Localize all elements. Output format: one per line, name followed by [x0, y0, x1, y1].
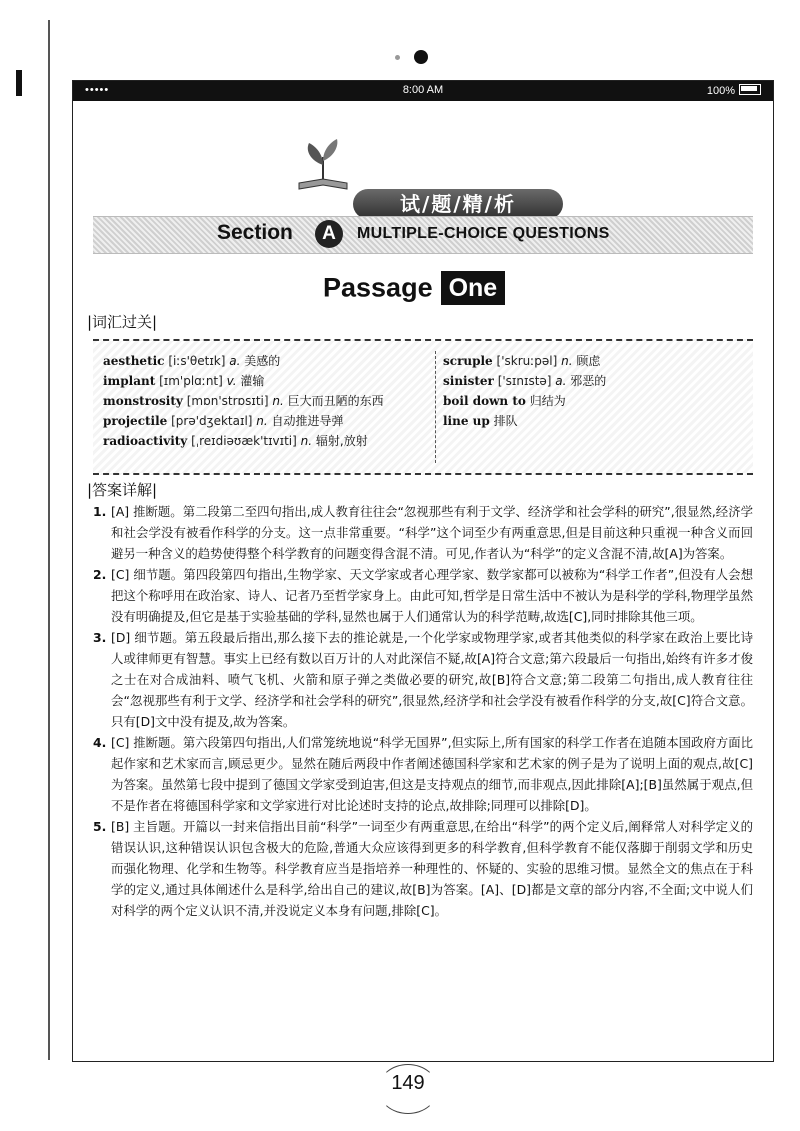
passage-title — [323, 271, 505, 311]
battery-status — [707, 84, 761, 97]
answer-item — [93, 627, 753, 732]
answer-number: 4. — [93, 735, 107, 750]
vocab-column-left — [103, 351, 423, 451]
answer-number: 1. — [93, 504, 107, 519]
vocab-meaning: 美感的 — [244, 354, 281, 368]
vocab-column-right — [443, 351, 743, 431]
section-letter-badge: A — [315, 220, 343, 248]
vocab-item — [103, 371, 423, 391]
vocab-word: scruple — [443, 354, 493, 368]
vocab-item — [103, 391, 423, 411]
vocab-word: radioactivity — [103, 434, 188, 448]
binding-mark — [16, 70, 22, 96]
vocab-item — [103, 411, 423, 431]
vocab-divider — [435, 351, 436, 463]
answer-text: [B] 主旨题。开篇以一封来信指出目前“科学”一词至少有两重意思,在给出“科学”的两个定义后,阐释常人对科学定义的错误认识,这种错误认识包含极大的危险,普通大众应该得到更多的科学教育,但科学教育不能仅落脚于削弱文学和历史而强化物理、化学和生物等。科学教育应当是指培养一种理性的、怀疑的、实验的思维习惯。显然全文的焦点在于科学的定义,通过具体阐述什么是科学,给出自己的建议,故[B]为答案。[A]、[D]都是文章的部分内容,不全面;文中说人们对科学的两个定义认识不清,并没说定义本身有问题,排除[C]。 — [111, 819, 753, 918]
vocab-meaning: 排队 — [493, 414, 518, 428]
vocab-phonetic: [ɪm'plɑːnt] — [159, 374, 223, 388]
camera-icon — [414, 50, 428, 64]
vocab-meaning: 顾虑 — [576, 354, 601, 368]
status-bar — [73, 81, 773, 101]
status-time: 8:00 AM — [402, 84, 444, 96]
vocab-word: projectile — [103, 414, 168, 428]
banner-title: 试/题/精/析 — [353, 189, 563, 219]
answer-text: [C] 推断题。第六段第四句指出,人们常笼统地说“科学无国界”,但实际上,所有国家的科学工作者在追随本国政府方面比起作家和艺术家而言,顾忌更少。显然在随后两段中作者阐述德国科学家和艺术家的例子是为了说明上面的观点,故[C]为答案。虽然第七段中提到了德国文学家受到迫害,但这是支持观点的细节,而非观点,因此排除[A];[B]虽然属于观点,但不是作者在将德国科学家和文学家进行对比论述时支持的论点,故排除;同理可以排除[D]。 — [111, 735, 753, 813]
answer-item — [93, 732, 753, 816]
answer-number: 3. — [93, 630, 107, 645]
vocab-meaning: 归结为 — [529, 394, 566, 408]
vocab-pos: v. — [226, 374, 237, 388]
answer-item — [93, 564, 753, 627]
tablet-frame — [72, 80, 774, 1062]
answer-number: 5. — [93, 819, 107, 834]
answer-text: [C] 细节题。第四段第四句指出,生物学家、天文学家或者心理学家、数学家都可以被称为“科学工作者”,但没有人会想把这个称呼用在政治家、诗人、记者乃至哲学家身上。由此可知,哲学是日常生活中不被认为是科学的学科,物理学虽然没有明确提及,但它是基于实验基础的学科,显然也属于人们通常认为的科学范畴,故选[C],同时排除其他三项。 — [111, 567, 753, 624]
vocab-item — [443, 411, 743, 431]
vocab-item — [443, 391, 743, 411]
vocab-word: boil down to — [443, 394, 526, 408]
section-subtitle: MULTIPLE-CHOICE QUESTIONS — [357, 225, 610, 242]
vocab-word: line up — [443, 414, 490, 428]
answer-item — [93, 501, 753, 564]
vocab-pos: n. — [561, 354, 573, 368]
vocab-phonetic: [iːs'θetɪk] — [168, 354, 226, 368]
page-number: 149 — [391, 1072, 425, 1094]
vocab-item — [443, 351, 743, 371]
passage-label: Passage — [323, 272, 433, 303]
sensor-dot — [395, 55, 400, 60]
vocab-meaning: 辐射,放射 — [315, 434, 368, 448]
vocab-box — [93, 339, 753, 475]
vocab-item — [103, 431, 423, 451]
answers-heading: |答案详解| — [87, 481, 158, 499]
section-header — [93, 216, 753, 254]
vocab-meaning: 邪恶的 — [570, 374, 607, 388]
section-label: Section — [217, 221, 293, 244]
vocab-phonetic: [ˌreɪdiəʊæk'tɪvɪti] — [191, 434, 297, 448]
vocab-word: monstrosity — [103, 394, 183, 408]
passage-number: One — [441, 271, 506, 305]
answer-text: [A] 推断题。第二段第二至四句指出,成人教育往往会“忽视那些有利于文学、经济学和社会学科的研究”,很显然,经济学和社会学没有被看作科学的分支。这一点非常重要。“科学”这个词至少有两重意思,但是目前这种只重视一种含义而回避另一种含义的趋势使得整个科学教育的问题变得含混不清。可见,作者认为“科学”的定义含混不清,故[A]为答案。 — [111, 504, 753, 561]
vocab-phonetic: [prə'dʒektaɪl] — [171, 414, 253, 428]
vocab-heading: |词汇过关| — [87, 313, 158, 331]
vocab-pos: a. — [555, 374, 567, 388]
vocab-pos: n. — [256, 414, 268, 428]
battery-icon — [739, 84, 761, 95]
vocab-item — [443, 371, 743, 391]
binding-line — [48, 20, 50, 1060]
signal-strength: ••••• — [85, 84, 110, 96]
vocab-word: aesthetic — [103, 354, 165, 368]
vocab-word: implant — [103, 374, 156, 388]
vocab-meaning: 自动推进导弹 — [271, 414, 344, 428]
vocab-phonetic: ['skruːpəl] — [496, 354, 558, 368]
answer-item — [93, 816, 753, 921]
vocab-word: sinister — [443, 374, 494, 388]
vocab-phonetic: ['sɪnɪstə] — [497, 374, 552, 388]
vocab-pos: n. — [272, 394, 284, 408]
vocab-meaning: 灌输 — [240, 374, 265, 388]
vocab-pos: a. — [229, 354, 241, 368]
answer-list — [93, 501, 753, 921]
answer-text: [D] 细节题。第五段最后指出,那么接下去的推论就是,一个化学家或物理学家,或者其他类似的科学家在政治上要比诗人或律师更有智慧。事实上已经有数以百万计的人对此深信不疑,故[A]符合文意;第六段最后一句指出,始终有许多才俊之士在对合成油料、喷气飞机、火箭和原子弹之类做必要的研究,故[B]符合文意;第二段第二句指出,成人教育往往会“忽视那些有利于文学、经济学和社会学科的研究”,很显然,经济学和社会学没有被看作科学的分支,故[C]符合文意。只有[D]文中没有提及,故为答案。 — [111, 630, 753, 729]
vocab-phonetic: [mɒn'strɒsɪti] — [186, 394, 269, 408]
vocab-item — [103, 351, 423, 371]
title-banner — [283, 131, 563, 216]
answer-number: 2. — [93, 567, 107, 582]
battery-percent: 100% — [706, 85, 735, 97]
plant-book-icon — [293, 135, 353, 191]
vocab-pos: n. — [300, 434, 313, 448]
vocab-meaning: 巨大而丑陋的东西 — [287, 394, 384, 408]
